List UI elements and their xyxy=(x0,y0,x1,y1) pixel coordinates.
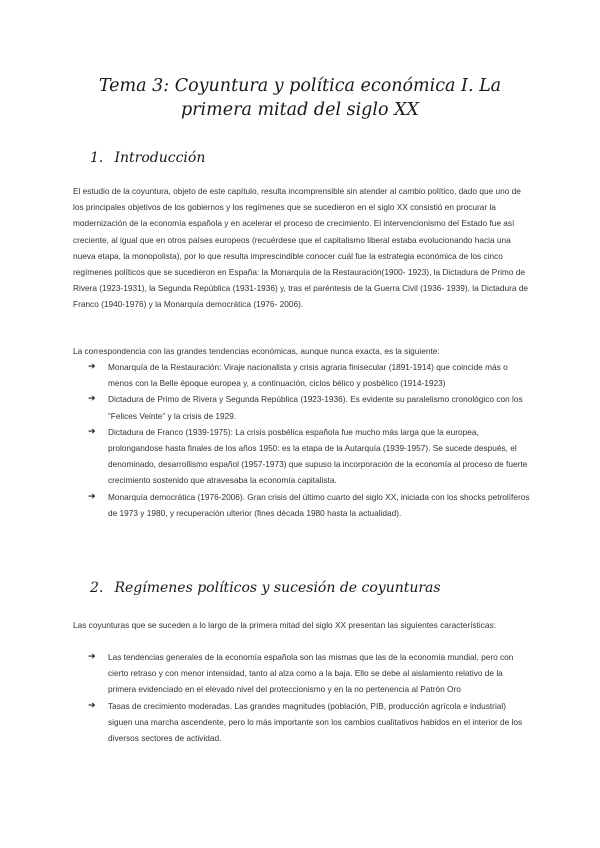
section-number: 1. xyxy=(90,150,104,166)
document-title: Tema 3: Coyuntura y política económica I. La primera mitad del siglo XX xyxy=(98,76,502,120)
section-heading-text: Introducción xyxy=(114,150,206,166)
section-number: 2. xyxy=(90,580,104,596)
right-arrow-icon: ➔ xyxy=(88,394,96,405)
list-item-text: Las tendencias generales de la economía española son las mismas que las de la economía mundial, pero con cierto retraso y con menor intensidad, tanto al alza como a la baja. Ello se debe al aislamiento relativo de la primera evidenciado en el elevado nivel del proteccionismo y en la no pertenencia al Patrón Oro xyxy=(108,652,514,695)
list-item xyxy=(88,391,531,423)
right-arrow-icon: ➔ xyxy=(88,426,96,437)
right-arrow-icon: ➔ xyxy=(88,491,96,502)
section-heading-text: Regímenes políticos y sucesión de coyunturas xyxy=(114,580,441,596)
intro-paragraph: El estudio de la coyuntura, objeto de este capítulo, resulta incomprensible sin atender al cambio político, dado que uno de los principales objetivos de los gobiernos y los regímenes que se sucedieron en el siglo XX consistió en procurar la modernización de la economía española y en acelerar el proceso de crecimiento. El intervencionismo del Estado fue así creciente, al igual que en otros países europeos (recuérdese que el capitalismo liberal estaba evolucionando hacia una nueva etapa, la monopolista), por lo que resulta imprescindible conocer cuál fue la estrategia económica de los cinco regímenes políticos que se sucedieron en España: la Monarquía de la Restauración(1900- 1923), la Dictadura de Primo de Rivera (1923-1931), la Segunda República (1931-1936) y, tras el paréntesis de la Guerra Civil (1936- 1939), la Dictadura de Franco (1940-1976) y la Monarquía democrática (1976- 2006). xyxy=(73,186,529,310)
list-item-text: Monarquía democrática (1976-2006). Gran crisis del último cuarto del siglo XX, iniciada con los shocks petrolíferos de 1973 y 1980, y recuperación ulterior (fines década 1980 hasta la actualidad). xyxy=(108,491,530,518)
list-item-text: Tasas de crecimiento moderadas. Las grandes magnitudes (población, PIB, producción agrícola e industrial) siguen una marcha ascendente, pero lo más importante son los cambios cualitativos habidos en el interior de los diversos sectores de actividad. xyxy=(108,700,523,744)
right-arrow-icon: ➔ xyxy=(88,700,96,711)
list-item xyxy=(88,649,531,698)
list-item xyxy=(88,489,531,521)
characteristics-list xyxy=(88,649,531,746)
correspondence-intro: La correspondencia con las grandes tendencias económicas, aunque nunca exacta, es la siguiente: xyxy=(73,346,440,356)
list-item xyxy=(88,424,531,489)
list-item-text: Dictadura de Franco (1939-1975): La crisis posbélica española fue mucho más larga que la europea, prolongandose hasta finales de los años 1950: es la etapa de la Autarquía (1939-1957). Se sucede después, el denominado, desarrollismo español (1957-1973) que supuso la incorporación de la economía al proceso de fuerte crecimiento sostenido que atravesaba la economía capitalista. xyxy=(108,426,528,486)
list-item-text: Monarquía de la Restauración: Viraje nacionalista y crisis agraria finisecular (1891-1914) que coincide más o menos con la Belle époque europea y, a continuación, ciclos bélico y posbélico (1914-1923) xyxy=(108,362,508,389)
section-heading-regimenes xyxy=(90,580,441,596)
right-arrow-icon: ➔ xyxy=(88,652,96,662)
regimes-list xyxy=(88,359,531,521)
list-item-text: Dictadura de Primo de Rivera y Segunda República (1923-1936). Es evidente su paralelismo cronológico con los “Felices Veinte” y la crisis de 1929. xyxy=(108,394,523,421)
list-item xyxy=(88,359,531,391)
section-heading-introduccion xyxy=(90,150,205,166)
coyunturas-intro: Las coyunturas que se suceden a lo largo de la primera mitad del siglo XX presentan las siguientes características: xyxy=(73,620,496,630)
list-item xyxy=(88,698,531,747)
right-arrow-icon: ➔ xyxy=(88,362,96,372)
